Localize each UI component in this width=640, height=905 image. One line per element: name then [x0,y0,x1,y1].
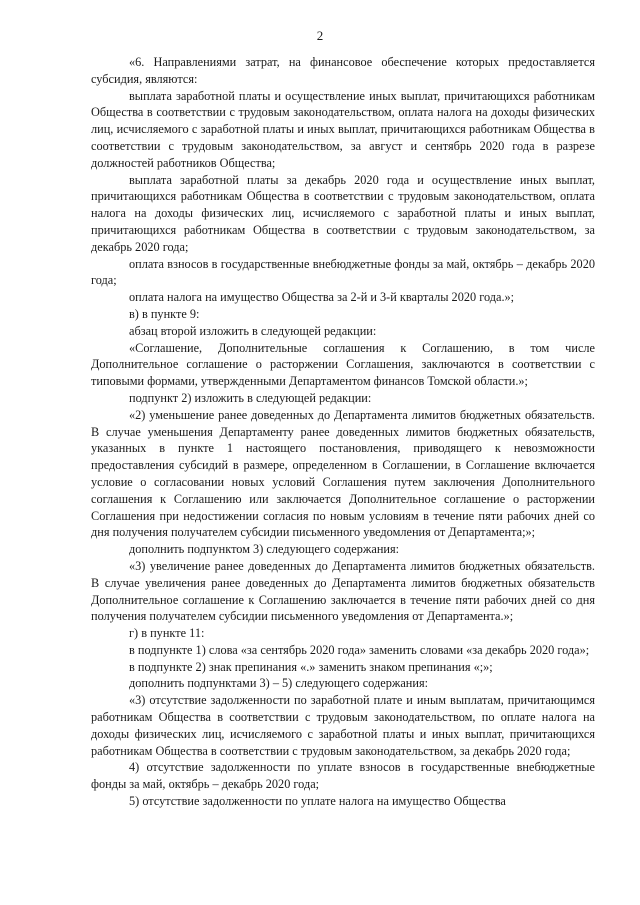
paragraph-subpoint-2-punctuation: в подпункте 2) знак препинания «.» заменить знаком препинания «;»; [129,659,493,674]
paragraph-no-property-tax-debt: 5) отсутствие задолженности по уплате налога на имущество Общества [129,794,506,809]
paragraph-limits-increase: «3) увеличение ранее доведенных до Департамента лимитов бюджетных обязательств. В случае увеличения ранее доведенных до Департамента лимитов бюджетных обязательств Дополнительное соглашение к Соглашению заключается в течение пяти рабочих дней со дня получения получателем субсидии письменного уведомления от Департамента.»; [91,558,595,624]
paragraph-add-subpoint-3: дополнить подпунктом 3) следующего содержания: [129,542,400,557]
paragraph-item-g-point-11: г) в пункте 11: [129,626,205,641]
paragraph-subpoint-2-header: подпункт 2) изложить в следующей редакции: [129,390,372,405]
paragraph-limits-decrease: «2) уменьшение ранее доведенных до Департамента лимитов бюджетных обязательств. В случае уменьшения Департаменту ранее доведенных лимитов бюджетных обязательств, указанных в пункте 1 настоящего постановления, приводящего к невозможности предоставления субсидий в размере, определенном в Соглашении, в Соглашение включается условие о согласовании новых условий Соглашения путем заключения Дополнительного соглашения к Соглашению или заключается Дополнительное соглашение о расторжении Соглашения при недостижении согласия по новым условиям в течение пяти рабочих дней со дня получения получателем субсидии письменного уведомления от Департамента;»; [91,407,595,540]
paragraph-subpoint-1-words: в подпункте 1) слова «за сентябрь 2020 года» заменить словами «за декабрь 2020 года»; [129,642,590,657]
paragraph-second-abzac: абзац второй изложить в следующей редакции: [129,323,377,338]
page-number: 2 [316,28,324,43]
paragraph-no-contribution-debt: 4) отсутствие задолженности по уплате взносов в государственные внебюджетные фонды за май, октябрь – декабрь 2020 года; [91,760,595,792]
paragraph-extrabudgetary-funds: оплата взносов в государственные внебюджетные фонды за май, октябрь – декабрь 2020 года; [91,256,595,288]
paragraph-no-salary-debt: «3) отсутствие задолженности по заработной плате и иным выплатам, причитающимся работникам Общества в соответствии с трудовым законодательством, по оплате налога на доходы физических лиц, исчисляемого с заработной платы и иных выплат, причитающихся работникам Общества в соответствии с трудовым законодательством, за декабрь 2020 года; [91,693,595,758]
paragraph-directions-intro: «6. Направлениями затрат, на финансовое обеспечение которых предоставляется субсидия, являются: [91,55,595,86]
paragraph-add-subpoints-3-5: дополнить подпунктами 3) – 5) следующего содержания: [129,676,429,691]
document-body [91,54,595,810]
paragraph-salary-aug-sep: выплата заработной платы и осуществление иных выплат, причитающихся работникам Общества в соответствии с трудовым законодательством, оплата налога на доходы физических лиц, исчисляемого с заработной платы и иных выплат, причитающихся работникам Общества в соответствии с трудовым законодательством, за август и сентябрь 2020 года в разрезе должностей работников Общества; [91,88,595,170]
paragraph-salary-december: выплата заработной платы за декабрь 2020 года и осуществление иных выплат, причитающихся работникам Общества в соответствии с трудовым законодательством, оплата налога на доходы физических лиц, исчисляемого с заработной платы и иных выплат, причитающихся работникам Общества в соответствии с трудовым законодательством, за декабрь 2020 года; [91,172,595,254]
paragraph-item-v-point-9: в) в пункте 9: [129,306,200,321]
paragraph-property-tax: оплата налога на имущество Общества за 2-й и 3-й кварталы 2020 года.»; [129,290,515,305]
paragraph-agreement-forms: «Соглашение, Дополнительные соглашения к Соглашению, в том числе Дополнительное соглашение о расторжении Соглашения, заключаются в соответствии с типовыми формами, утвержденными Департаментом финансов Томской области.»; [91,340,595,389]
